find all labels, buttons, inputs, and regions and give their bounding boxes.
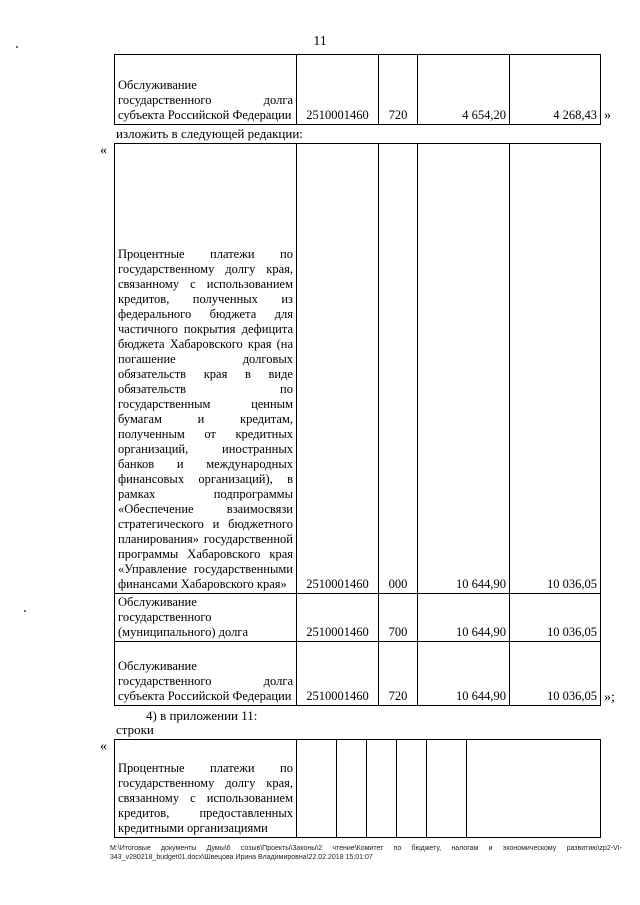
instruction-text: изложить в следующей редакции: xyxy=(116,126,303,141)
row-csr: 2510001460 xyxy=(297,594,379,642)
scan-speck xyxy=(24,610,26,612)
page-number: 11 xyxy=(313,34,327,49)
row-vr: 000 xyxy=(379,144,418,594)
budget-table-new-rows xyxy=(114,143,601,706)
row-sum-2: 10 036,05 xyxy=(510,642,601,706)
open-quote: « xyxy=(100,143,107,158)
empty-cell xyxy=(397,740,427,838)
row-sum-1: 4 654,20 xyxy=(418,55,510,125)
row-name: Обслуживание государственного долга субъекта Российской Федерации xyxy=(115,642,297,706)
table-row xyxy=(115,740,601,838)
appendix-11-heading: 4) в приложении 11: xyxy=(146,708,258,723)
open-quote: « xyxy=(100,739,107,754)
table-row xyxy=(115,594,601,642)
close-quote: » xyxy=(604,108,611,123)
row-sum-1: 10 644,90 xyxy=(418,594,510,642)
row-csr: 2510001460 xyxy=(297,55,379,125)
empty-cell xyxy=(337,740,367,838)
row-sum-2: 10 036,05 xyxy=(510,144,601,594)
row-csr: 2510001460 xyxy=(297,144,379,594)
scan-speck xyxy=(16,46,18,48)
table-row xyxy=(115,642,601,706)
rows-word: строки xyxy=(116,722,154,737)
row-sum-2: 10 036,05 xyxy=(510,594,601,642)
row-name: Процентные платежи по государственному долгу края, связанному с использованием кредитов, полученных из федерального бюджета для частичного покрытия дефицита бюджета Хабаровского края (на погашение долговых обязательств края в виде обязательств по государственным ценным бумагам и кредитам, полученным от кредитных организаций, иностранных банков и международных финансовых организаций), в рамках подпрограммы «Обеспечение взаимосвязи стратегического и бюджетного планирования» государственной программы Хабаровского края «Управление государственными финансами Хабаровского края» xyxy=(115,144,297,594)
table-row xyxy=(115,144,601,594)
row-vr: 720 xyxy=(379,642,418,706)
row-sum-1: 10 644,90 xyxy=(418,144,510,594)
row-vr: 720 xyxy=(379,55,418,125)
budget-table-appendix-11 xyxy=(114,739,601,838)
close-quote-semicolon: »; xyxy=(604,690,615,705)
row-vr: 700 xyxy=(379,594,418,642)
row-sum-2: 4 268,43 xyxy=(510,55,601,125)
empty-cell xyxy=(427,740,467,838)
file-path-footer: M:\Итоговые документы Думы\6 созыв\Проекты\Законы\2 чтение\Комитет по бюджету, налогам и экономическому развитию\zp2-VI-343_v280218_budget01.docx\Швецова Ирина Владимировна\22.02.2018 15:01:07 xyxy=(110,845,622,861)
empty-cell xyxy=(297,740,337,838)
row-csr: 2510001460 xyxy=(297,642,379,706)
row-name: Обслуживание государственного (муниципального) долга xyxy=(115,594,297,642)
budget-table-old-rows xyxy=(114,54,601,125)
empty-cell xyxy=(367,740,397,838)
table-row xyxy=(115,55,601,125)
row-name: Процентные платежи по государственному долгу края, связанному с использованием кредитов, предоставленных кредитными организациями xyxy=(115,740,297,838)
row-name: Обслуживание государственного долга субъекта Российской Федерации xyxy=(115,55,297,125)
empty-cell xyxy=(467,740,601,838)
row-sum-1: 10 644,90 xyxy=(418,642,510,706)
